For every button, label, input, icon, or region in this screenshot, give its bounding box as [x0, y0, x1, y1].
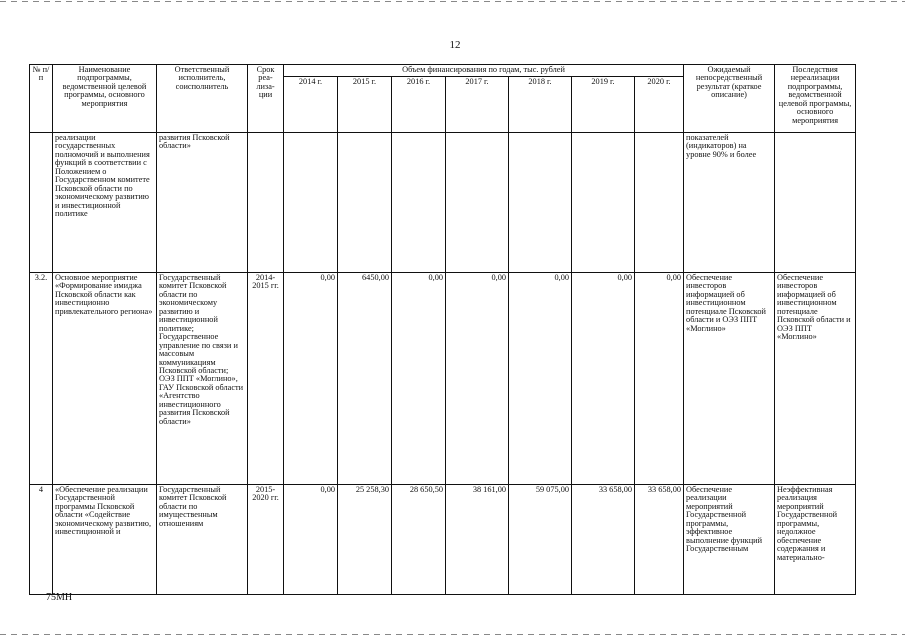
row-value [635, 133, 684, 273]
row-value: 33 658,00 [572, 485, 635, 595]
row-term: 2015-2020 гг. [248, 485, 284, 595]
page-number: 12 [449, 39, 461, 51]
table-row [30, 133, 856, 273]
row-value: 0,00 [509, 273, 572, 485]
row-name: «Обеспечение реализации Государственной программы Псковской области «Содействие экономическому развитию, инвестиционной и [53, 485, 157, 595]
header-name: Наименование подпрограммы, ведомственной целевой программы, основного мероприятия [53, 65, 157, 133]
row-num: 3.2. [30, 273, 53, 485]
scan-edge-bottom [0, 634, 905, 635]
row-value: 38 161,00 [446, 485, 509, 595]
row-num [30, 133, 53, 273]
row-value: 25 258,30 [338, 485, 392, 595]
row-executor: Государственный комитет Псковской области по экономическому развитию и инвестиционной политике; Государственное управление по связи и массовым коммуникациям Псковской области; ОЭЗ ППТ «Моглино», ГАУ Псковской области «Агентство инвестиционного развития Псковской области» [157, 273, 248, 485]
header-executor: Ответственный исполнитель, соисполнитель [157, 65, 248, 133]
footer-code: 75MH [46, 592, 73, 603]
row-term [248, 133, 284, 273]
row-consequences [775, 133, 856, 273]
row-value: 0,00 [635, 273, 684, 485]
row-value: 28 650,50 [392, 485, 446, 595]
header-funding: Объем финансирования по годам, тыс. рублей [284, 65, 684, 77]
header-year: 2016 г. [392, 77, 446, 133]
row-value: 0,00 [572, 273, 635, 485]
header-year: 2014 г. [284, 77, 338, 133]
row-consequences: Обеспечение инвесторов информацией об инвестиционном потенциале Псковской области и ОЭЗ ППТ «Моглино» [775, 273, 856, 485]
header-num: № п/п [30, 65, 53, 133]
scan-edge-top [0, 1, 905, 2]
row-result: Обеспечение реализации мероприятий Государственной программы, эффективное выполнение функций Государственным [684, 485, 775, 595]
row-value: 0,00 [284, 485, 338, 595]
row-term: 2014-2015 гг. [248, 273, 284, 485]
row-executor: развития Псковской области» [157, 133, 248, 273]
row-consequences: Неэффективная реализация мероприятий Государственной программы, недолжное обеспечение содержания и материально- [775, 485, 856, 595]
header-year: 2018 г. [509, 77, 572, 133]
header-year: 2017 г. [446, 77, 509, 133]
header-year: 2019 г. [572, 77, 635, 133]
row-executor: Государственный комитет Псковской области по имущественным отношениям [157, 485, 248, 595]
row-value: 59 075,00 [509, 485, 572, 595]
row-value [446, 133, 509, 273]
row-name: реализации государственных полномочий и выполнения функций в соответствии с Положением о Государственном комитете Псковской области по экономическому развитию и инвестиционной политике [53, 133, 157, 273]
header-year: 2020 г. [635, 77, 684, 133]
header-row-1 [30, 65, 856, 77]
row-value: 0,00 [392, 273, 446, 485]
row-value [572, 133, 635, 273]
header-consequences: Последствия нереализации подпрограммы, ведомственной целевой программы, основного мероприятия [775, 65, 856, 133]
row-num: 4 [30, 485, 53, 595]
row-value: 0,00 [284, 273, 338, 485]
row-value [509, 133, 572, 273]
row-value [284, 133, 338, 273]
header-result: Ожидаемый непосредственный результат (краткое описание) [684, 65, 775, 133]
header-term: Срок реа-лиза-ции [248, 65, 284, 133]
table-row [30, 485, 856, 595]
row-value: 33 658,00 [635, 485, 684, 595]
row-value [392, 133, 446, 273]
row-value [338, 133, 392, 273]
header-year: 2015 г. [338, 77, 392, 133]
row-name: Основное мероприятие «Формирование имиджа Псковской области как инвестиционно привлекательного региона» [53, 273, 157, 485]
program-table [29, 64, 856, 595]
row-value: 0,00 [446, 273, 509, 485]
row-value: 6450,00 [338, 273, 392, 485]
row-result: Обеспечение инвесторов информацией об инвестиционном потенциале Псковской области и ОЭЗ ППТ «Моглино» [684, 273, 775, 485]
row-result: показателей (индикаторов) на уровне 90% и более [684, 133, 775, 273]
table-row [30, 273, 856, 485]
